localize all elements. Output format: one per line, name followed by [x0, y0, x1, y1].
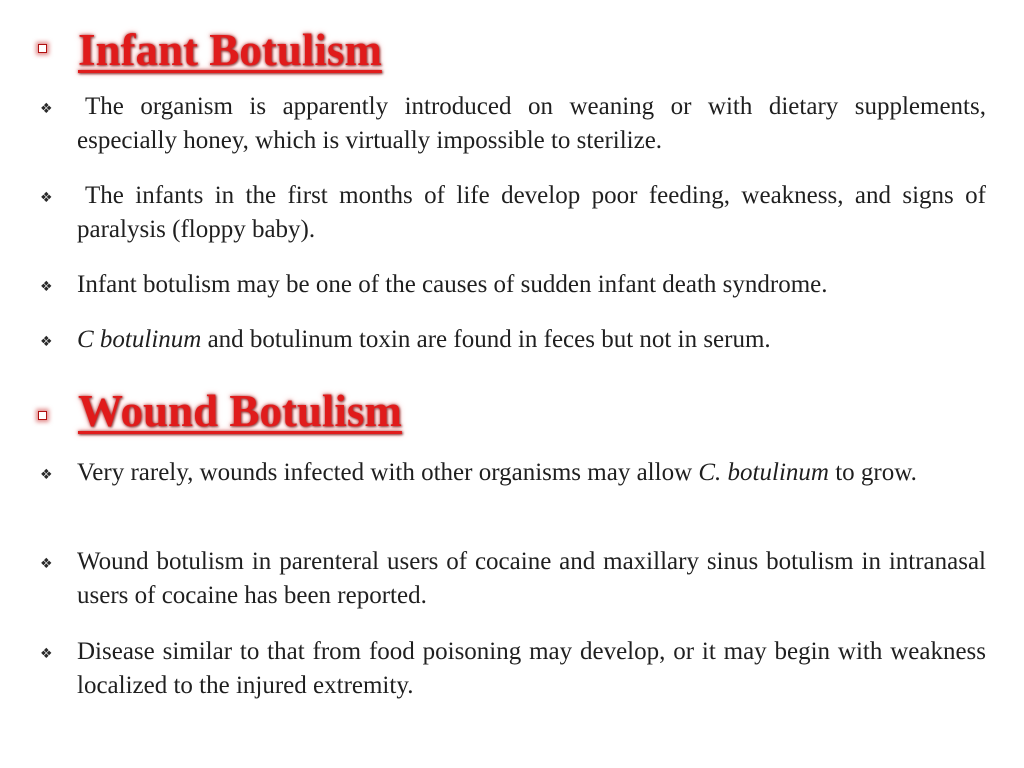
list-item-text: The infants in the first months of life develop poor feeding, weakness, and signs of paralysis (floppy baby).	[77, 182, 986, 243]
diamond-bullet-icon: ❖	[40, 334, 53, 350]
section-heading-infant-botulism	[0, 12, 1024, 75]
list-item	[40, 179, 986, 249]
list-item-text	[77, 456, 986, 490]
square-bullet-icon	[38, 44, 47, 53]
organism-name: C. botulinum	[698, 459, 829, 486]
diamond-bullet-icon: ❖	[40, 279, 53, 295]
list-item	[40, 635, 986, 705]
section-title: Infant Botulism	[78, 25, 382, 75]
square-bullet-icon	[38, 411, 47, 420]
list-item-text: Wound botulism in parenteral users of cocaine and maxillary sinus botulism in intranasal users of cocaine has been reported.	[77, 548, 986, 609]
diamond-bullet-icon: ❖	[40, 556, 53, 572]
list-item-text: The organism is apparently introduced on weaning or with dietary supplements, especially honey, which is virtually impossible to sterilize.	[77, 93, 986, 154]
list-item	[40, 545, 986, 615]
list-item	[40, 90, 986, 160]
list-item	[40, 456, 986, 526]
diamond-bullet-icon: ❖	[40, 101, 53, 117]
list-item-text: Disease similar to that from food poisoning may develop, or it may begin with weakness localized to the injured extremity.	[77, 638, 986, 699]
diamond-bullet-icon: ❖	[40, 646, 53, 662]
organism-name: C botulinum	[77, 326, 202, 353]
list-item-text-rest: to grow.	[828, 459, 917, 486]
diamond-bullet-icon: ❖	[40, 467, 53, 483]
list-item	[40, 323, 986, 359]
section-heading-wound-botulism	[0, 381, 1024, 437]
list-item-text-rest: and botulinum toxin are found in feces but not in serum.	[201, 326, 771, 353]
list-item-text	[77, 323, 986, 357]
section-title: Wound Botulism	[78, 386, 402, 436]
list-item-text-start: Very rarely, wounds infected with other organisms may allow	[77, 459, 699, 486]
list-item	[40, 268, 986, 304]
diamond-bullet-icon: ❖	[40, 190, 53, 206]
list-item-text: Infant botulism may be one of the causes of sudden infant death syndrome.	[77, 271, 828, 298]
